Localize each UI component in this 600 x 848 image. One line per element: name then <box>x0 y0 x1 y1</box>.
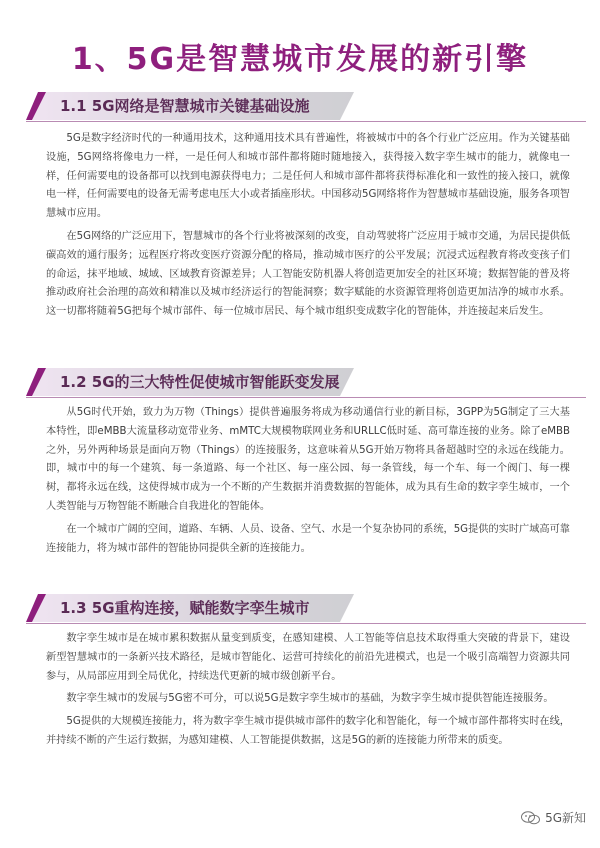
paragraph: 数字孪生城市的发展与5G密不可分，可以说5G是数字孪生城市的基础，为数字孪生城市提供智能连接服务。 <box>66 693 554 705</box>
section-heading-label: 1.1 5G网络是智慧城市关键基础设施 <box>60 97 310 115</box>
paragraph: 5G提供的大规模连接能力，将为数字孪生城市提供城市部件的数字化和智能化，每一个城市部件都将实时在线，并持续不断的产生运行数据，为感知建模、人工智能提供数据，这是5G的新的连接能力所带来的质变。 <box>46 716 570 746</box>
section-heading-label: 1.2 5G的三大特性促使城市智能跃变发展 <box>60 373 340 391</box>
heading-rule <box>26 121 586 122</box>
section-body-1-2 <box>46 404 570 562</box>
section-body-1-1 <box>46 130 570 326</box>
page-title: 1、5G是智慧城市发展的新引擎 <box>71 42 529 77</box>
wechat-icon <box>521 811 541 825</box>
paragraph: 从5G时代开始，致力为万物（Things）提供普遍服务将成为移动通信行业的新目标，3GPP为5G制定了三大基本特性，即eMBB大流量移动宽带业务、mMTC大规模物联网业务和URLLC低时延、高可靠连接的业务。除了eMBB之外，另外两种场景是面向万物（Things）的连接服务，这意味着从5G开始万物将具备超越时空的永远在线能力。即，城市中的每一个建筑、每一条道路、每一个社区、每一座公园、每一条管线，每一个车、每一个阀门、每一棵树，都将永远在线，这使得城市成为一个不断的产生数据并消费数据的智能体，成为具有生命的数字孪生城市，一个人类智能与万物智能不断融合自我进化的智能体。 <box>46 407 570 512</box>
watermark-text: 5G新知 <box>545 811 586 825</box>
section-body-1-3 <box>46 630 570 755</box>
section-heading-label: 1.3 5G重构连接，赋能数字孪生城市 <box>60 599 310 617</box>
section-heading-1-1 <box>26 92 586 120</box>
section-heading-1-2 <box>26 368 586 396</box>
paragraph: 数字孪生城市是在城市累积数据从量变到质变，在感知建模、人工智能等信息技术取得重大突破的背景下，建设新型智慧城市的一条新兴技术路径，是城市智能化、运营可持续化的前沿先进模式，也是一个吸引高端智力资源共同参与，从局部应用到全局优化，持续迭代更新的城市级创新平台。 <box>46 633 570 682</box>
paragraph: 5G是数字经济时代的一种通用技术，这种通用技术具有普遍性，将被城市中的各个行业广泛应用。作为关键基础设施，5G网络将像电力一样，一是任何人和城市部件都将随时随地接入，获得接入数字孪生城市的能力，就像电一样，任何需要电的设备都可以找到电源获得电力；二是任何人和城市部件都将获得标准化和一致性的接入接口，就像电一样，任何需要电的设备无需考虑电压大小或者插座形状。中国移动5G网络将作为智慧城市基础设施，服务各项智慧城市应用。 <box>46 133 570 220</box>
heading-rule <box>26 397 586 398</box>
heading-rule <box>26 623 586 624</box>
footer-watermark <box>521 809 586 826</box>
paragraph: 在一个城市广阔的空间，道路、车辆、人员、设备、空气、水是一个复杂协同的系统，5G提供的实时广域高可靠连接能力，将为城市部件的智能协同提供全新的连接能力。 <box>46 523 570 554</box>
section-heading-1-3 <box>26 594 586 622</box>
paragraph: 在5G网络的广泛应用下，智慧城市的各个行业将被深刻的改变，自动驾驶将广泛应用于城市交通，为居民提供低碳高效的通行服务；远程医疗将改变医疗资源分配的格局，推动城市医疗的公平发展；沉浸式远程教育将改变孩子们的命运，抹平地域、城域、区域教育资源差异；人工智能安防机器人将创造更加安全的社区环境；数据智能的普及将推动政府社会治理的高效和精准以及城市经济运行的智能洞察；数字赋能的水资源管理将创造更加洁净的城市水系。这一切都将随着5G把每个城市部件、每一位城市居民、每个城市组织变成数字化的智能体，并连接起来后发生。 <box>46 230 570 318</box>
